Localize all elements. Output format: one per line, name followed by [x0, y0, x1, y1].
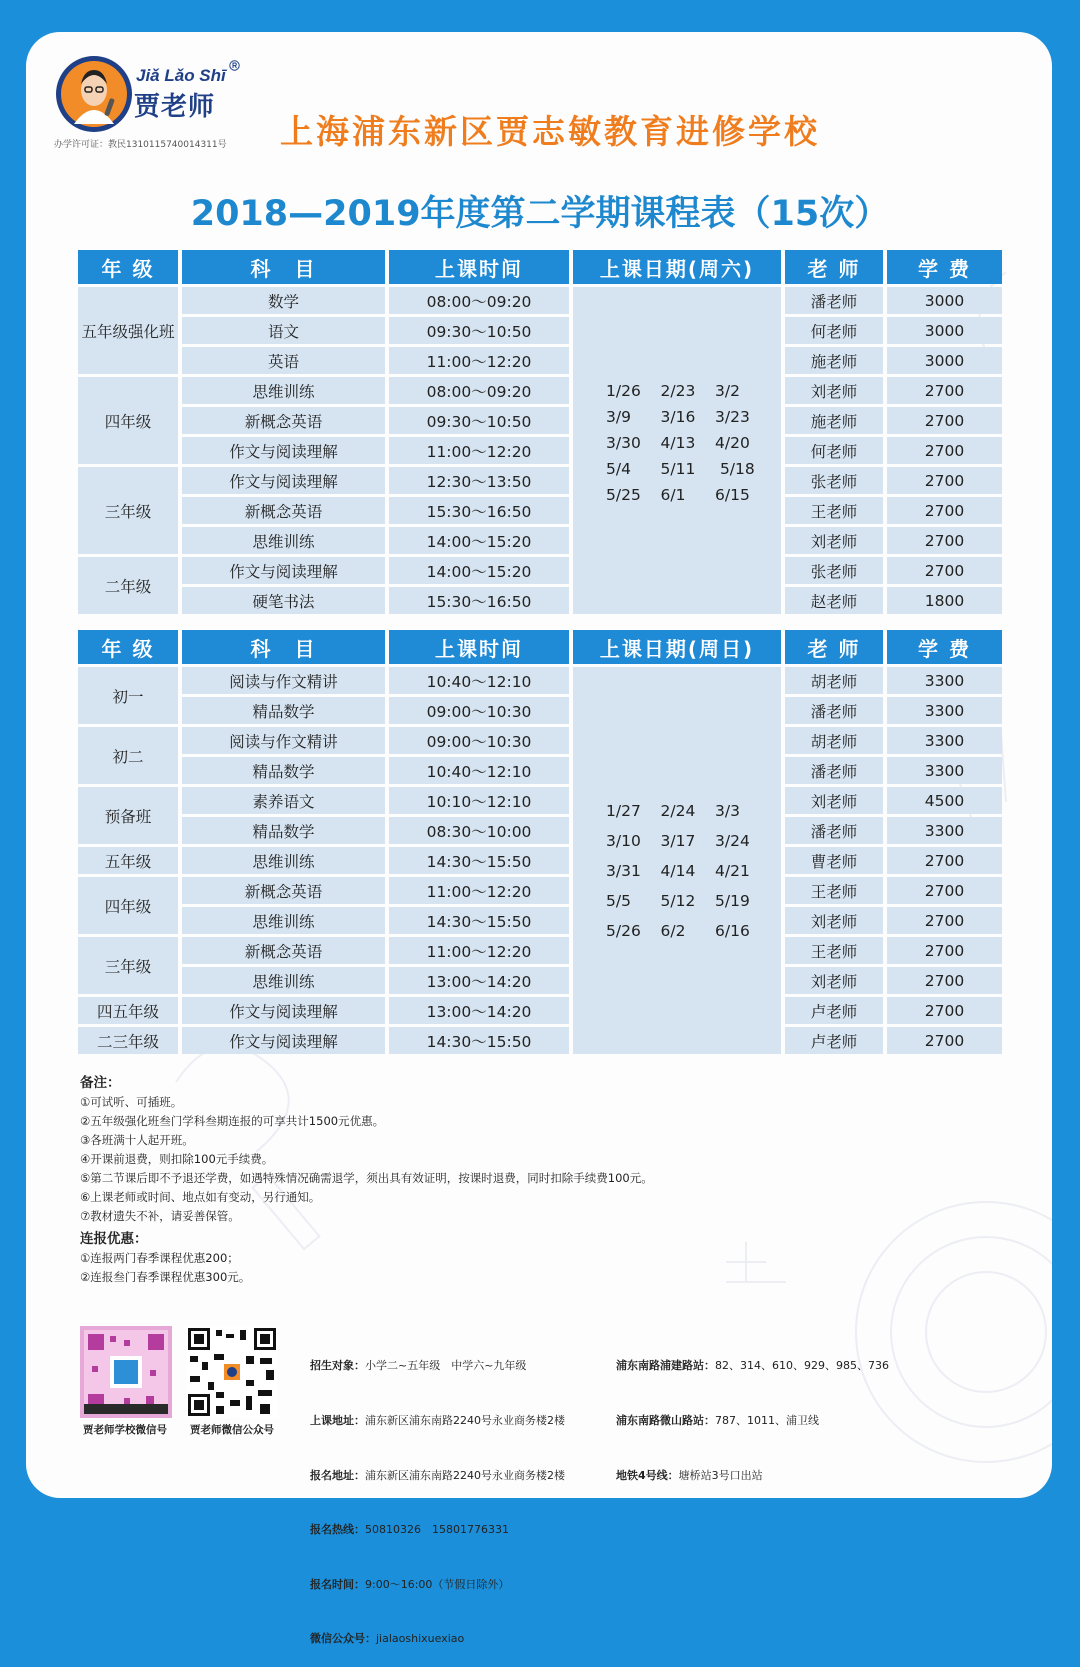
- note-item: ①可试听、可插班。: [80, 1095, 183, 1109]
- time-cell: 11:00～12:20: [389, 877, 569, 904]
- time-cell: 10:40～12:10: [389, 667, 569, 694]
- school-name: 上海浦东新区贾志敏教育进修学校: [280, 112, 820, 151]
- transit-value: 塘桥站3号口出站: [678, 1468, 763, 1482]
- time-cell: 12:30～13:50: [389, 467, 569, 494]
- subject-cell: 语文: [182, 317, 385, 344]
- time-cell: 09:30～10:50: [389, 407, 569, 434]
- teacher-cell: 潘老师: [785, 817, 883, 844]
- time-cell: 11:00～12:20: [389, 437, 569, 464]
- teacher-cell: 刘老师: [785, 527, 883, 554]
- subject-cell: 精品数学: [182, 817, 385, 844]
- note-item: ⑥上课老师或时间、地点如有变动，另行通知。: [80, 1190, 321, 1204]
- subject-cell: 新概念英语: [182, 407, 385, 434]
- date-line: 5/25 6/1 6/15: [606, 486, 750, 504]
- grade-cell: 预备班: [78, 787, 178, 844]
- fee-cell: 2700: [887, 437, 1002, 464]
- subject-cell: 思维训练: [182, 527, 385, 554]
- info-key: 报名热线：: [310, 1523, 365, 1537]
- grade-cell: 初一: [78, 667, 178, 724]
- subject-cell: 作文与阅读理解: [182, 1027, 385, 1054]
- table-header: [78, 250, 1002, 284]
- subject-cell: 思维训练: [182, 847, 385, 874]
- time-cell: 09:00～10:30: [389, 727, 569, 754]
- time-cell: 14:00～15:20: [389, 557, 569, 584]
- logo-pinyin: Jiǎ Lǎo Shī: [136, 66, 226, 85]
- notes-section: [80, 1074, 653, 1287]
- fee-cell: 3000: [887, 347, 1002, 374]
- fee-cell: 2700: [887, 527, 1002, 554]
- header-grade: 年 级: [78, 630, 178, 664]
- header-date: 上课日期(周日): [573, 630, 781, 664]
- subject-cell: 思维训练: [182, 967, 385, 994]
- time-cell: 15:30～16:50: [389, 587, 569, 614]
- grade-cell: 二三年级: [78, 1027, 178, 1054]
- fee-cell: 1800: [887, 587, 1002, 614]
- time-cell: 14:30～15:50: [389, 907, 569, 934]
- notes-title: 备注：: [80, 1075, 121, 1091]
- info-value: 9:00～16:00（节假日除外）: [365, 1577, 510, 1591]
- fee-cell: 2700: [887, 967, 1002, 994]
- header-teacher: 老 师: [785, 630, 883, 664]
- time-cell: 08:30～10:00: [389, 817, 569, 844]
- teacher-cell: 王老师: [785, 497, 883, 524]
- grade-cell: 初二: [78, 727, 178, 784]
- teacher-cell: 刘老师: [785, 787, 883, 814]
- fee-cell: 2700: [887, 847, 1002, 874]
- info-key: 报名地址：: [310, 1468, 365, 1482]
- fee-cell: 2700: [887, 877, 1002, 904]
- fee-cell: 2700: [887, 557, 1002, 584]
- transit-line: [616, 1412, 889, 1430]
- teacher-cell: 施老师: [785, 347, 883, 374]
- subject-cell: 作文与阅读理解: [182, 557, 385, 584]
- header-fee: 学 费: [887, 630, 1002, 664]
- transit-key: 浦东南路浦建路站：: [616, 1359, 715, 1373]
- fee-cell: 2700: [887, 997, 1002, 1024]
- date-line: 3/9 3/16 3/23: [606, 408, 750, 426]
- time-cell: 08:00～09:20: [389, 287, 569, 314]
- grade-cell: 二年级: [78, 557, 178, 614]
- fee-cell: 3300: [887, 817, 1002, 844]
- fee-cell: 2700: [887, 1027, 1002, 1054]
- subject-cell: 阅读与作文精讲: [182, 667, 385, 694]
- time-cell: 14:30～15:50: [389, 1027, 569, 1054]
- note-item: ②五年级强化班叁门学科叁期连报的可享共计1500元优惠。: [80, 1114, 385, 1128]
- time-cell: 11:00～12:20: [389, 347, 569, 374]
- teacher-cell: 刘老师: [785, 907, 883, 934]
- time-cell: 14:30～15:50: [389, 847, 569, 874]
- schedule-title: 2018—2019年度第二学期课程表（15次）: [190, 194, 890, 234]
- grade-cell: 四年级: [78, 877, 178, 934]
- transit-value: 82、314、610、929、985、736: [715, 1359, 889, 1373]
- subject-cell: 作文与阅读理解: [182, 997, 385, 1024]
- fee-cell: 2700: [887, 467, 1002, 494]
- fee-cell: 2700: [887, 907, 1002, 934]
- fee-cell: 4500: [887, 787, 1002, 814]
- teacher-cell: 施老师: [785, 407, 883, 434]
- teacher-cell: 刘老师: [785, 377, 883, 404]
- date-line: 5/4 5/11 5/18: [606, 460, 755, 478]
- fee-cell: 2700: [887, 377, 1002, 404]
- date-line: 3/30 4/13 4/20: [606, 434, 750, 452]
- table-header: [78, 630, 1002, 664]
- teacher-cell: 张老师: [785, 557, 883, 584]
- fee-cell: 3000: [887, 317, 1002, 344]
- subject-cell: 新概念英语: [182, 497, 385, 524]
- info-line: [310, 1357, 565, 1375]
- transit-value: 787、1011、浦卫线: [715, 1414, 819, 1428]
- fee-cell: 3300: [887, 757, 1002, 784]
- promo-title: 连报优惠：: [80, 1231, 148, 1247]
- note-item: ④开课前退费，则扣除100元手续费。: [80, 1152, 274, 1166]
- logo-name: 贾老师: [134, 92, 216, 122]
- class-dates-cell: [573, 287, 781, 614]
- transit-line: [616, 1357, 889, 1375]
- teacher-cell: 卢老师: [785, 1027, 883, 1054]
- teacher-cell: 刘老师: [785, 967, 883, 994]
- fee-cell: 3300: [887, 727, 1002, 754]
- teacher-cell: 潘老师: [785, 287, 883, 314]
- class-dates-cell: [573, 667, 781, 1054]
- transit-info: [616, 1321, 889, 1503]
- info-value: 50810326 15801776331: [365, 1523, 509, 1537]
- grade-cell: 三年级: [78, 467, 178, 554]
- teacher-cell: 胡老师: [785, 727, 883, 754]
- time-cell: 13:00～14:20: [389, 967, 569, 994]
- time-cell: 15:30～16:50: [389, 497, 569, 524]
- info-line: [310, 1467, 565, 1485]
- info-key: 上课地址：: [310, 1414, 365, 1428]
- subject-cell: 硬笔书法: [182, 587, 385, 614]
- registered-mark-icon: [229, 60, 240, 71]
- license-number: 办学许可证：教民1310115740014311号: [54, 140, 227, 150]
- date-line: 5/26 6/2 6/16: [606, 922, 750, 940]
- time-cell: 10:40～12:10: [389, 757, 569, 784]
- promo-item: ①连报两门春季课程优惠200；: [80, 1251, 239, 1265]
- school-wechat-qr-icon[interactable]: [80, 1326, 172, 1418]
- subject-cell: 新概念英语: [182, 877, 385, 904]
- time-cell: 10:10～12:10: [389, 787, 569, 814]
- header-subject: 科 目: [182, 250, 385, 284]
- date-line: 5/5 5/12 5/19: [606, 892, 750, 910]
- note-item: ⑤第二节课后即不予退还学费，如遇特殊情况确需退学，须出具有效证明，按课时退费，同时扣除手续费100元。: [80, 1171, 653, 1185]
- subject-cell: 思维训练: [182, 377, 385, 404]
- header-subject: 科 目: [182, 630, 385, 664]
- date-line: 3/31 4/14 4/21: [606, 862, 750, 880]
- date-line: 1/27 2/24 3/3: [606, 802, 740, 820]
- transit-key: 浦东南路微山路站：: [616, 1414, 715, 1428]
- grade-cell: 四五年级: [78, 997, 178, 1024]
- subject-cell: 英语: [182, 347, 385, 374]
- subject-cell: 新概念英语: [182, 937, 385, 964]
- sunday-schedule-table: [78, 630, 1002, 1051]
- teacher-cell: 张老师: [785, 467, 883, 494]
- qr2-label: 贾老师微信公众号: [190, 1424, 274, 1436]
- header-grade: 年 级: [78, 250, 178, 284]
- time-cell: 11:00～12:20: [389, 937, 569, 964]
- info-key: 招生对象：: [310, 1359, 365, 1373]
- header-date: 上课日期(周六): [573, 250, 781, 284]
- grade-cell: 五年级强化班: [78, 287, 178, 374]
- header-time: 上课时间: [389, 630, 569, 664]
- time-cell: 13:00～14:20: [389, 997, 569, 1024]
- header-fee: 学 费: [887, 250, 1002, 284]
- fee-cell: 2700: [887, 937, 1002, 964]
- note-item: ③各班满十人起开班。: [80, 1133, 194, 1147]
- fee-cell: 3000: [887, 287, 1002, 314]
- fee-cell: 2700: [887, 497, 1002, 524]
- info-key: 微信公众号：: [310, 1632, 376, 1646]
- subject-cell: 思维训练: [182, 907, 385, 934]
- teacher-cell: 胡老师: [785, 667, 883, 694]
- grade-cell: 三年级: [78, 937, 178, 994]
- subject-cell: 作文与阅读理解: [182, 437, 385, 464]
- teacher-cell: 何老师: [785, 317, 883, 344]
- subject-cell: 阅读与作文精讲: [182, 727, 385, 754]
- teacher-cell: 潘老师: [785, 757, 883, 784]
- teacher-cell: 赵老师: [785, 587, 883, 614]
- subject-cell: 精品数学: [182, 757, 385, 784]
- info-key: 报名时间：: [310, 1577, 365, 1591]
- teacher-cell: 王老师: [785, 877, 883, 904]
- fee-cell: 2700: [887, 407, 1002, 434]
- subject-cell: 精品数学: [182, 697, 385, 724]
- official-account-qr-icon[interactable]: [186, 1326, 278, 1418]
- saturday-schedule-table: [78, 250, 1002, 611]
- teacher-cell: 王老师: [785, 937, 883, 964]
- time-cell: 14:00～15:20: [389, 527, 569, 554]
- header-time: 上课时间: [389, 250, 569, 284]
- info-line: [310, 1521, 565, 1539]
- promo-item: ②连报叁门春季课程优惠300元。: [80, 1270, 251, 1284]
- subject-cell: 作文与阅读理解: [182, 467, 385, 494]
- fee-cell: 3300: [887, 697, 1002, 724]
- info-value: 浦东新区浦东南路2240号永业商务楼2楼: [365, 1468, 565, 1482]
- date-line: 1/26 2/23 3/2: [606, 382, 740, 400]
- note-item: ⑦教材遗失不补，请妥善保管。: [80, 1209, 240, 1223]
- teacher-cell: 潘老师: [785, 697, 883, 724]
- enrollment-info: [310, 1321, 565, 1667]
- transit-line: [616, 1467, 889, 1485]
- info-line: [310, 1630, 565, 1648]
- grade-cell: 四年级: [78, 377, 178, 464]
- info-value: 浦东新区浦东南路2240号永业商务楼2楼: [365, 1414, 565, 1428]
- qr1-label: 贾老师学校微信号: [83, 1424, 167, 1436]
- header-teacher: 老 师: [785, 250, 883, 284]
- fee-cell: 3300: [887, 667, 1002, 694]
- info-value: jialaoshixuexiao: [376, 1632, 465, 1646]
- date-line: 3/10 3/17 3/24: [606, 832, 750, 850]
- subject-cell: 数学: [182, 287, 385, 314]
- grade-cell: 五年级: [78, 847, 178, 874]
- teacher-cell: 卢老师: [785, 997, 883, 1024]
- info-value: 小学二~五年级 中学六~九年级: [365, 1359, 527, 1373]
- teacher-cell: 何老师: [785, 437, 883, 464]
- time-cell: 08:00～09:20: [389, 377, 569, 404]
- teacher-cell: 曹老师: [785, 847, 883, 874]
- info-line: [310, 1412, 565, 1430]
- subject-cell: 素养语文: [182, 787, 385, 814]
- time-cell: 09:30～10:50: [389, 317, 569, 344]
- transit-key: 地铁4号线：: [616, 1468, 679, 1482]
- time-cell: 09:00～10:30: [389, 697, 569, 724]
- info-line: [310, 1576, 565, 1594]
